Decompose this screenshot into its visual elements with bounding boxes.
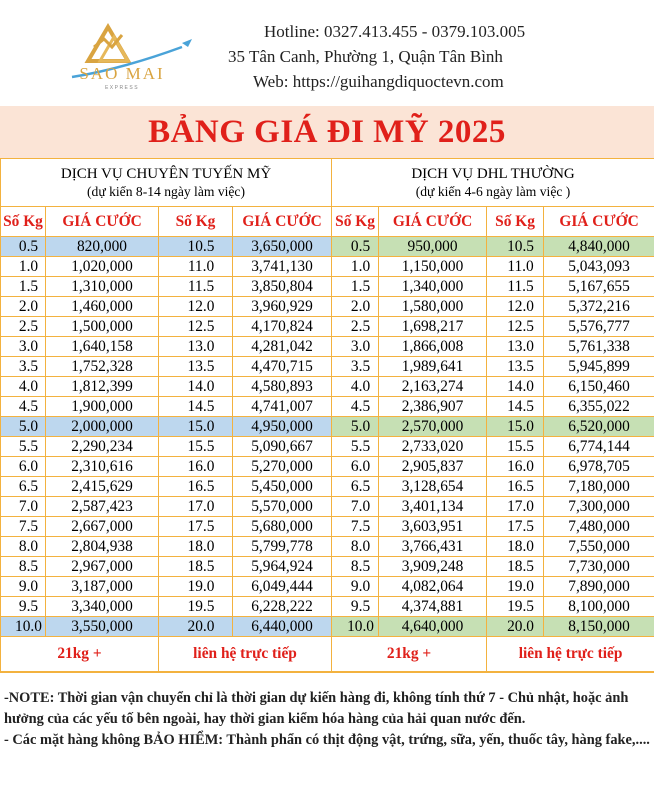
price-cell: 2,415,629: [46, 477, 159, 497]
contact-directly-cell: liên hệ trực tiếp: [159, 637, 332, 672]
price-cell: 6,150,460: [544, 377, 654, 397]
weight-cell: 20.0: [159, 617, 233, 637]
price-row: [1, 517, 654, 537]
column-header: GIÁ CƯỚC: [233, 207, 332, 237]
weight-cell: 11.5: [487, 277, 544, 297]
weight-cell: 14.5: [159, 397, 233, 417]
price-cell: 4,640,000: [379, 617, 487, 637]
price-cell: 6,440,000: [233, 617, 332, 637]
weight-cell: 5.0: [332, 417, 379, 437]
weight-cell: 17.5: [159, 517, 233, 537]
weight-cell: 13.5: [487, 357, 544, 377]
weight-cell: 6.5: [332, 477, 379, 497]
weight-cell: 6.0: [1, 457, 46, 477]
weight-cell: 18.5: [159, 557, 233, 577]
weight-cell: 8.0: [332, 537, 379, 557]
price-cell: 5,270,000: [233, 457, 332, 477]
price-cell: 6,520,000: [544, 417, 654, 437]
price-cell: 1,150,000: [379, 257, 487, 277]
weight-cell: 16.5: [487, 477, 544, 497]
price-row: [1, 477, 654, 497]
price-cell: 4,170,824: [233, 317, 332, 337]
weight-cell: 15.5: [487, 437, 544, 457]
price-cell: 6,228,222: [233, 597, 332, 617]
weight-cell: 6.0: [332, 457, 379, 477]
weight-cell: 19.0: [159, 577, 233, 597]
price-cell: 3,909,248: [379, 557, 487, 577]
price-row: [1, 277, 654, 297]
price-cell: 2,386,907: [379, 397, 487, 417]
price-cell: 1,020,000: [46, 257, 159, 277]
weight-cell: 19.5: [487, 597, 544, 617]
weight-cell: 2.5: [332, 317, 379, 337]
price-cell: 2,967,000: [46, 557, 159, 577]
price-cell: 7,890,000: [544, 577, 654, 597]
price-cell: 7,730,000: [544, 557, 654, 577]
price-cell: 4,741,007: [233, 397, 332, 417]
service-name: DỊCH VỤ DHL THƯỜNG: [332, 165, 654, 183]
weight-cell: 13.5: [159, 357, 233, 377]
price-row: [1, 577, 654, 597]
price-cell: 4,374,881: [379, 597, 487, 617]
logo-text: SAO MAI: [79, 64, 164, 83]
price-cell: 2,804,938: [46, 537, 159, 557]
weight-cell: 15.0: [487, 417, 544, 437]
price-cell: 4,950,000: [233, 417, 332, 437]
hotline-text: Hotline: 0327.413.455 - 0379.103.005: [264, 22, 525, 42]
price-cell: 4,580,893: [233, 377, 332, 397]
price-cell: 1,866,008: [379, 337, 487, 357]
weight-cell: 14.0: [159, 377, 233, 397]
weight-cell: 1.0: [1, 257, 46, 277]
price-cell: 5,450,000: [233, 477, 332, 497]
price-cell: 4,082,064: [379, 577, 487, 597]
price-cell: 3,550,000: [46, 617, 159, 637]
weight-cell: 7.0: [1, 497, 46, 517]
price-cell: 5,372,216: [544, 297, 654, 317]
weight-cell: 2.0: [332, 297, 379, 317]
weight-cell: 17.0: [487, 497, 544, 517]
weight-cell: 9.0: [1, 577, 46, 597]
weight-cell: 1.5: [1, 277, 46, 297]
title-band: [0, 106, 654, 158]
weight-cell: 12.0: [487, 297, 544, 317]
price-cell: 3,766,431: [379, 537, 487, 557]
weight-cell: 12.5: [159, 317, 233, 337]
weight-cell: 9.0: [332, 577, 379, 597]
weight-cell: 17.0: [159, 497, 233, 517]
column-header: Số Kg: [487, 207, 544, 237]
column-header: GIÁ CƯỚC: [379, 207, 487, 237]
price-cell: 3,340,000: [46, 597, 159, 617]
price-cell: 2,905,837: [379, 457, 487, 477]
price-row: [1, 537, 654, 557]
weight-over-cell: 21kg +: [1, 637, 159, 672]
price-cell: 4,281,042: [233, 337, 332, 357]
weight-cell: 13.0: [487, 337, 544, 357]
logo-subtext: EXPRESS: [105, 85, 139, 91]
weight-cell: 10.0: [332, 617, 379, 637]
price-row: [1, 377, 654, 397]
price-row: [1, 337, 654, 357]
weight-cell: 0.5: [1, 237, 46, 257]
price-row: [1, 597, 654, 617]
weight-cell: 14.5: [487, 397, 544, 417]
weight-cell: 18.0: [159, 537, 233, 557]
price-cell: 4,470,715: [233, 357, 332, 377]
price-cell: 4,840,000: [544, 237, 654, 257]
weight-cell: 18.5: [487, 557, 544, 577]
sao-mai-logo: [42, 17, 202, 93]
sao-mai-logo-icon: [42, 17, 202, 93]
column-header: Số Kg: [159, 207, 233, 237]
price-cell: 3,650,000: [233, 237, 332, 257]
weight-cell: 3.5: [332, 357, 379, 377]
price-table: [0, 158, 654, 672]
weight-cell: 7.5: [332, 517, 379, 537]
price-cell: 3,603,951: [379, 517, 487, 537]
price-cell: 1,752,328: [46, 357, 159, 377]
price-cell: 3,960,929: [233, 297, 332, 317]
header: [0, 0, 654, 106]
column-header: GIÁ CƯỚC: [544, 207, 654, 237]
column-header: Số Kg: [1, 207, 46, 237]
weight-cell: 9.5: [1, 597, 46, 617]
weight-cell: 2.5: [1, 317, 46, 337]
weight-cell: 3.0: [1, 337, 46, 357]
price-cell: 1,900,000: [46, 397, 159, 417]
weight-cell: 12.5: [487, 317, 544, 337]
weight-cell: 13.0: [159, 337, 233, 357]
price-row: [1, 237, 654, 257]
price-cell: 5,090,667: [233, 437, 332, 457]
note-shipping-time: -NOTE: Thời gian vận chuyển chỉ là thời gian dự kiến hàng đi, không tính thứ 7 - Chủ nhật, hoặc ảnh hưởng của các yếu tố bên ngoài, hay thời gian kiểm hóa hàng của hải quan nước đến.: [4, 688, 650, 730]
weight-cell: 6.5: [1, 477, 46, 497]
weight-cell: 5.0: [1, 417, 46, 437]
service-note: (dự kiến 8-14 ngày làm việc): [1, 183, 331, 201]
price-cell: 2,310,616: [46, 457, 159, 477]
weight-cell: 16.0: [487, 457, 544, 477]
service-header-dhl: [332, 159, 654, 207]
weight-cell: 7.5: [1, 517, 46, 537]
contact-directly-cell: liên hệ trực tiếp: [487, 637, 654, 672]
price-row: [1, 297, 654, 317]
weight-cell: 8.0: [1, 537, 46, 557]
price-cell: 6,049,444: [233, 577, 332, 597]
weight-cell: 19.0: [487, 577, 544, 597]
price-cell: 820,000: [46, 237, 159, 257]
price-cell: 2,163,274: [379, 377, 487, 397]
price-row: [1, 417, 654, 437]
weight-cell: 15.5: [159, 437, 233, 457]
price-cell: 1,989,641: [379, 357, 487, 377]
page-title: BẢNG GIÁ ĐI MỸ 2025: [148, 114, 506, 150]
weight-cell: 15.0: [159, 417, 233, 437]
price-cell: 5,680,000: [233, 517, 332, 537]
price-cell: 1,812,399: [46, 377, 159, 397]
price-cell: 7,480,000: [544, 517, 654, 537]
weight-cell: 12.0: [159, 297, 233, 317]
address-text: 35 Tân Canh, Phường 1, Quận Tân Bình: [228, 47, 503, 67]
price-cell: 1,460,000: [46, 297, 159, 317]
price-cell: 2,000,000: [46, 417, 159, 437]
weight-cell: 4.5: [1, 397, 46, 417]
price-cell: 3,850,804: [233, 277, 332, 297]
weight-cell: 2.0: [1, 297, 46, 317]
price-cell: 3,401,134: [379, 497, 487, 517]
price-cell: 2,667,000: [46, 517, 159, 537]
note-uninsured-items: - Các mặt hàng không BẢO HIỂM: Thành phẩn có thịt động vật, trứng, sữa, yến, thuốc tây, hàng fake,....: [4, 730, 650, 751]
price-cell: 5,576,777: [544, 317, 654, 337]
price-cell: 5,167,655: [544, 277, 654, 297]
weight-cell: 0.5: [332, 237, 379, 257]
price-row: [1, 557, 654, 577]
price-cell: 2,587,423: [46, 497, 159, 517]
weight-cell: 4.5: [332, 397, 379, 417]
price-cell: 5,043,093: [544, 257, 654, 277]
price-row: [1, 437, 654, 457]
weight-cell: 16.0: [159, 457, 233, 477]
weight-cell: 18.0: [487, 537, 544, 557]
price-cell: 2,570,000: [379, 417, 487, 437]
weight-cell: 10.0: [1, 617, 46, 637]
notes-section: [0, 672, 654, 791]
weight-cell: 11.5: [159, 277, 233, 297]
price-cell: 6,355,022: [544, 397, 654, 417]
price-cell: 3,741,130: [233, 257, 332, 277]
price-cell: 3,187,000: [46, 577, 159, 597]
weight-cell: 10.5: [487, 237, 544, 257]
price-cell: 6,978,705: [544, 457, 654, 477]
service-note: (dự kiến 4-6 ngày làm việc ): [332, 183, 654, 201]
price-cell: 950,000: [379, 237, 487, 257]
price-cell: 8,100,000: [544, 597, 654, 617]
weight-cell: 11.0: [487, 257, 544, 277]
price-row: [1, 357, 654, 377]
weight-cell: 1.5: [332, 277, 379, 297]
price-cell: 5,799,778: [233, 537, 332, 557]
column-header: GIÁ CƯỚC: [46, 207, 159, 237]
weight-cell: 4.0: [1, 377, 46, 397]
weight-cell: 10.5: [159, 237, 233, 257]
price-row: [1, 497, 654, 517]
price-row: [1, 457, 654, 477]
weight-cell: 3.5: [1, 357, 46, 377]
weight-cell: 16.5: [159, 477, 233, 497]
weight-cell: 11.0: [159, 257, 233, 277]
price-cell: 1,640,158: [46, 337, 159, 357]
weight-cell: 5.5: [1, 437, 46, 457]
price-cell: 5,570,000: [233, 497, 332, 517]
price-row: [1, 617, 654, 637]
column-header: Số Kg: [332, 207, 379, 237]
website-text: Web: https://guihangdiquoctevn.com: [253, 72, 504, 92]
price-cell: 2,290,234: [46, 437, 159, 457]
weight-cell: 1.0: [332, 257, 379, 277]
price-cell: 1,340,000: [379, 277, 487, 297]
price-cell: 2,733,020: [379, 437, 487, 457]
contact-row: [1, 637, 654, 672]
price-cell: 1,698,217: [379, 317, 487, 337]
weight-cell: 9.5: [332, 597, 379, 617]
service-name: DỊCH VỤ CHUYÊN TUYẾN MỸ: [1, 165, 331, 183]
column-header-row: [1, 207, 654, 237]
price-cell: 1,580,000: [379, 297, 487, 317]
price-cell: 1,500,000: [46, 317, 159, 337]
price-cell: 8,150,000: [544, 617, 654, 637]
weight-over-cell: 21kg +: [332, 637, 487, 672]
price-cell: 5,964,924: [233, 557, 332, 577]
weight-cell: 14.0: [487, 377, 544, 397]
weight-cell: 8.5: [332, 557, 379, 577]
weight-cell: 17.5: [487, 517, 544, 537]
price-row: [1, 397, 654, 417]
weight-cell: 4.0: [332, 377, 379, 397]
price-cell: 5,945,899: [544, 357, 654, 377]
weight-cell: 5.5: [332, 437, 379, 457]
price-cell: 3,128,654: [379, 477, 487, 497]
price-cell: 5,761,338: [544, 337, 654, 357]
price-row: [1, 257, 654, 277]
price-row: [1, 317, 654, 337]
service-header-us-route: [1, 159, 332, 207]
weight-cell: 20.0: [487, 617, 544, 637]
price-cell: 1,310,000: [46, 277, 159, 297]
price-cell: 7,300,000: [544, 497, 654, 517]
price-cell: 6,774,144: [544, 437, 654, 457]
price-cell: 7,550,000: [544, 537, 654, 557]
price-cell: 7,180,000: [544, 477, 654, 497]
weight-cell: 8.5: [1, 557, 46, 577]
weight-cell: 7.0: [332, 497, 379, 517]
weight-cell: 19.5: [159, 597, 233, 617]
weight-cell: 3.0: [332, 337, 379, 357]
